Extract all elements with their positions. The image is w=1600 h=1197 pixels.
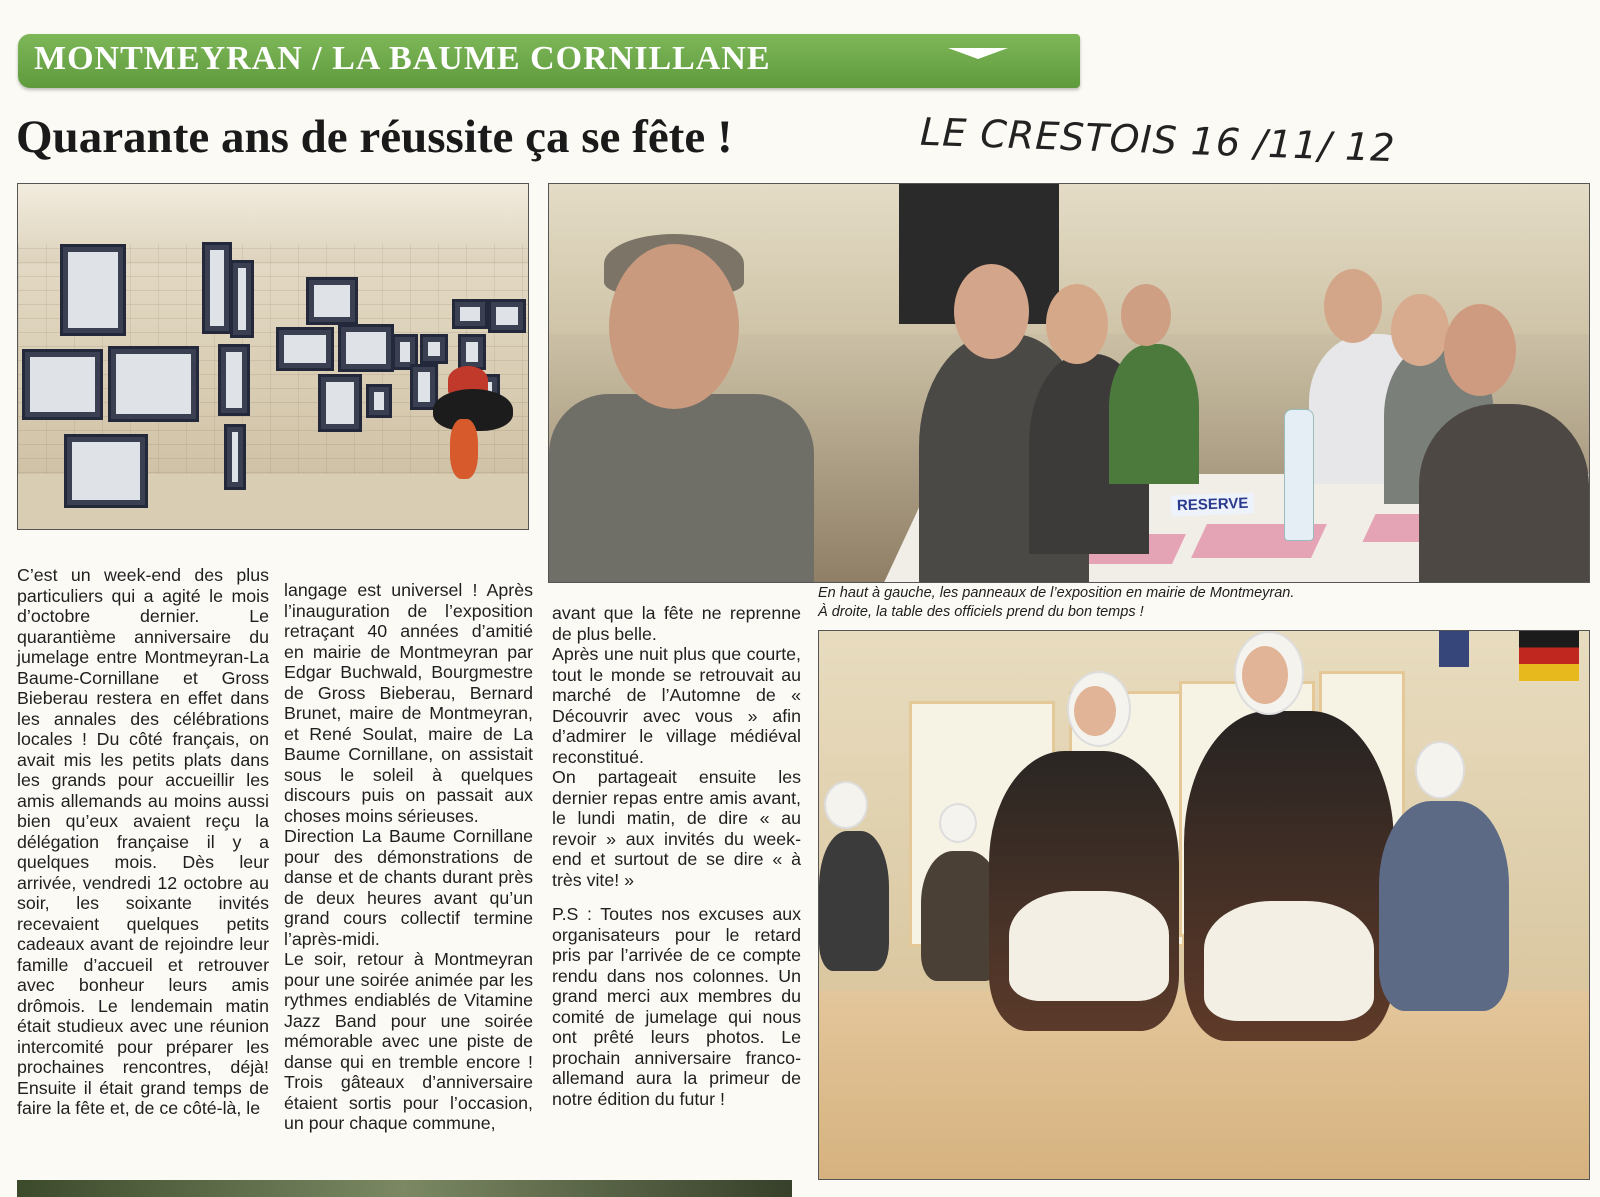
- article-column-3: [552, 603, 801, 1109]
- dancers-photo: [818, 630, 1590, 1180]
- article-column-1: [17, 565, 269, 1119]
- article-headline: Quarante ans de réussite ça se fête !: [16, 111, 733, 163]
- article-paragraph: Le soir, retour à Montmeyran pour une soirée animée par les rythmes endiablés de Vitamine Jazz Band pour une soirée mémorable avec une piste de danse qui en tremble encore ! Trois gâteaux d’anniversaire étaient sortis pour l’occasion, un pour chaque commune,: [284, 949, 533, 1133]
- article-paragraph: On partageait ensuite les dernier repas entre amis avant, le lundi matin, de dire « au revoir » aux invités du week-end et surtout de se dire « à très vite! »: [552, 767, 801, 890]
- article-paragraph: Après une nuit plus que courte, tout le monde se retrouvait au marché de l’Automne de « Découvrir avec vous » afin d’admirer le village médiéval reconstitué.: [552, 644, 801, 767]
- bottom-photo-strip: [17, 1180, 792, 1197]
- article-column-2: [284, 580, 533, 1134]
- exhibition-photo: [17, 183, 529, 530]
- caption-line-2: À droite, la table des officiels prend du bon temps !: [818, 604, 1144, 620]
- reserved-sign: RESERVE: [1171, 493, 1255, 517]
- section-banner: [18, 34, 1080, 88]
- article-paragraph: avant que la fête ne reprenne de plus belle.: [552, 603, 801, 644]
- dinner-photo: [548, 183, 1590, 583]
- article-paragraph: Direction La Baume Cornillane pour des démonstrations de danse et de chants durant près de deux heures avant qu’un grand cours collectif termine l’après-midi.: [284, 826, 533, 949]
- article-paragraph: langage est universel ! Après l’inauguration de l’exposition retraçant 40 années d’amitié en mairie de Montmeyran par Edgar Buchwald, Bourgmestre de Gross Bieberau, Bernard Brunet, maire de Montmeyran, et René Soulat, maire de La Baume Cornillane, on assistait sous le soleil à quelques discours puis on passait aux choses moins sérieuses.: [284, 580, 533, 826]
- photo-caption: [818, 584, 1588, 622]
- banner-arrow-icon: [948, 48, 1008, 59]
- section-title: MONTMEYRAN / LA BAUME CORNILLANE: [34, 40, 771, 77]
- smiling-man: [549, 224, 814, 583]
- postscript: P.S : Toutes nos excuses aux organisateurs pour le retard pris par l’arrivée de ce compte rendu dans nos colonnes. Un grand merci aux membres du comité de jumelage qui nous ont prêté leurs photos. Le prochain anniversaire franco-allemand aura la primeur de notre édition du futur !: [552, 904, 801, 1109]
- caption-line-1: En haut à gauche, les panneaux de l’exposition en mairie de Montmeyran.: [818, 585, 1295, 601]
- article-paragraph: C’est un week-end des plus particuliers qui a agité le mois d’octobre dernier. Le quarantième anniversaire du jumelage entre Montmeyran-La Baume-Cornillane et Gross Bieberau restera en effet dans les annales des célébrations locales ! Du côté français, on avait mis les petits plats dans les grands pour accueillir les amis allemands au moins aussi bien qu’eux avaient reçu la délégation française il y a quelques mois. Dès leur arrivée, vendredi 12 octobre au soir, les soixante invités recevaient quelques petits cadeaux avant de rejoindre leur famille d’accueil et retrouver avec bonheur leurs amis drômois. Le lendemain matin était studieux avec une réunion intercomité pour préparer les prochaines rencontres, déjà! Ensuite il était grand temps de faire la fête et, de ce côté-là, le: [17, 565, 269, 1118]
- handwritten-annotation: LE CRESTOIS 16 /11/ 12: [919, 109, 1397, 171]
